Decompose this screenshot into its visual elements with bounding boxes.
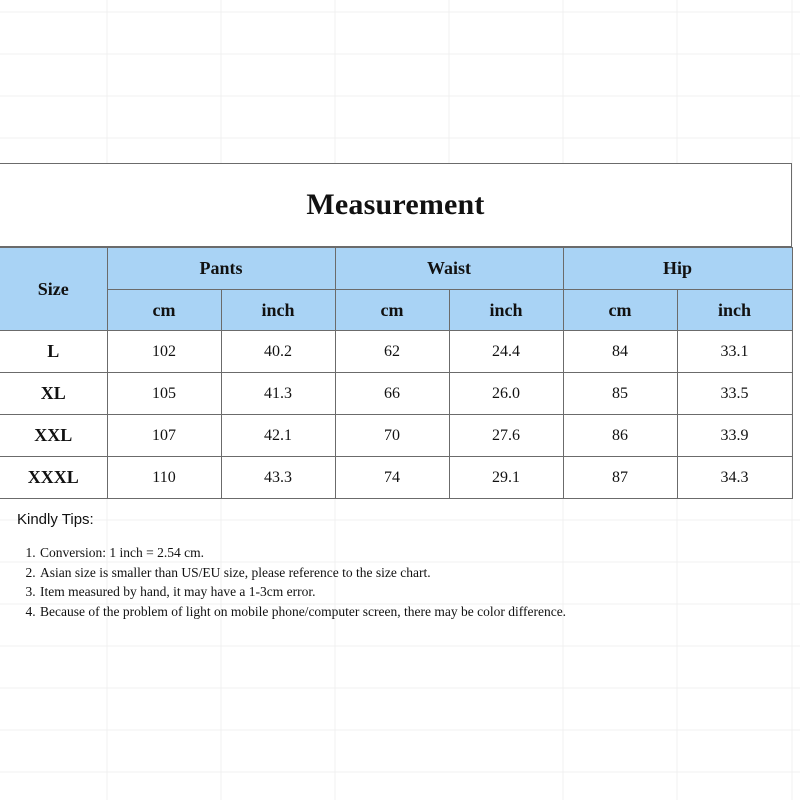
size-chart-table xyxy=(0,247,793,499)
waist-inch-value: 27.6 xyxy=(449,415,563,457)
tips-list xyxy=(17,543,577,621)
pants-inch-value: 43.3 xyxy=(221,457,335,499)
unit-header-cm: cm xyxy=(107,290,221,331)
pants-cm-value: 102 xyxy=(107,331,221,373)
pants-cm-value: 105 xyxy=(107,373,221,415)
table-row xyxy=(0,331,792,373)
waist-inch-value: 24.4 xyxy=(449,331,563,373)
hip-inch-value: 33.5 xyxy=(677,373,792,415)
pants-inch-value: 42.1 xyxy=(221,415,335,457)
pants-cm-value: 110 xyxy=(107,457,221,499)
unit-header-cm: cm xyxy=(563,290,677,331)
table-row xyxy=(0,373,792,415)
table-row xyxy=(0,457,792,499)
size-label: XXXL xyxy=(0,457,107,499)
hip-cm-value: 85 xyxy=(563,373,677,415)
table-title: Measurement xyxy=(0,163,792,247)
pants-inch-value: 41.3 xyxy=(221,373,335,415)
waist-cm-value: 70 xyxy=(335,415,449,457)
hip-inch-value: 33.9 xyxy=(677,415,792,457)
unit-header-inch: inch xyxy=(221,290,335,331)
size-label: XL xyxy=(0,373,107,415)
table-row xyxy=(0,415,792,457)
tip-item: 2. Asian size is smaller than US/EU size, please reference to the size chart. xyxy=(39,563,577,583)
unit-header-cm: cm xyxy=(335,290,449,331)
waist-cm-value: 66 xyxy=(335,373,449,415)
tip-item: 4. Because of the problem of light on mobile phone/computer screen, there may be color difference. xyxy=(39,602,577,622)
pants-inch-value: 40.2 xyxy=(221,331,335,373)
pants-cm-value: 107 xyxy=(107,415,221,457)
group-header-pants: Pants xyxy=(107,248,335,290)
hip-cm-value: 86 xyxy=(563,415,677,457)
size-label: L xyxy=(0,331,107,373)
kindly-tips xyxy=(17,511,577,621)
size-label: XXL xyxy=(0,415,107,457)
waist-cm-value: 74 xyxy=(335,457,449,499)
measurement-sheet xyxy=(0,163,792,499)
unit-header-row xyxy=(0,290,792,331)
waist-inch-value: 29.1 xyxy=(449,457,563,499)
tip-item: 1. Conversion: 1 inch = 2.54 cm. xyxy=(39,543,577,563)
unit-header-inch: inch xyxy=(677,290,792,331)
hip-inch-value: 34.3 xyxy=(677,457,792,499)
size-column-header: Size xyxy=(0,248,107,331)
group-header-waist: Waist xyxy=(335,248,563,290)
tip-item: 3. Item measured by hand, it may have a 1-3cm error. xyxy=(39,582,577,602)
unit-header-inch: inch xyxy=(449,290,563,331)
group-header-hip: Hip xyxy=(563,248,792,290)
hip-inch-value: 33.1 xyxy=(677,331,792,373)
hip-cm-value: 84 xyxy=(563,331,677,373)
hip-cm-value: 87 xyxy=(563,457,677,499)
waist-cm-value: 62 xyxy=(335,331,449,373)
group-header-row xyxy=(0,248,792,290)
waist-inch-value: 26.0 xyxy=(449,373,563,415)
tips-heading: Kindly Tips: xyxy=(17,511,94,528)
